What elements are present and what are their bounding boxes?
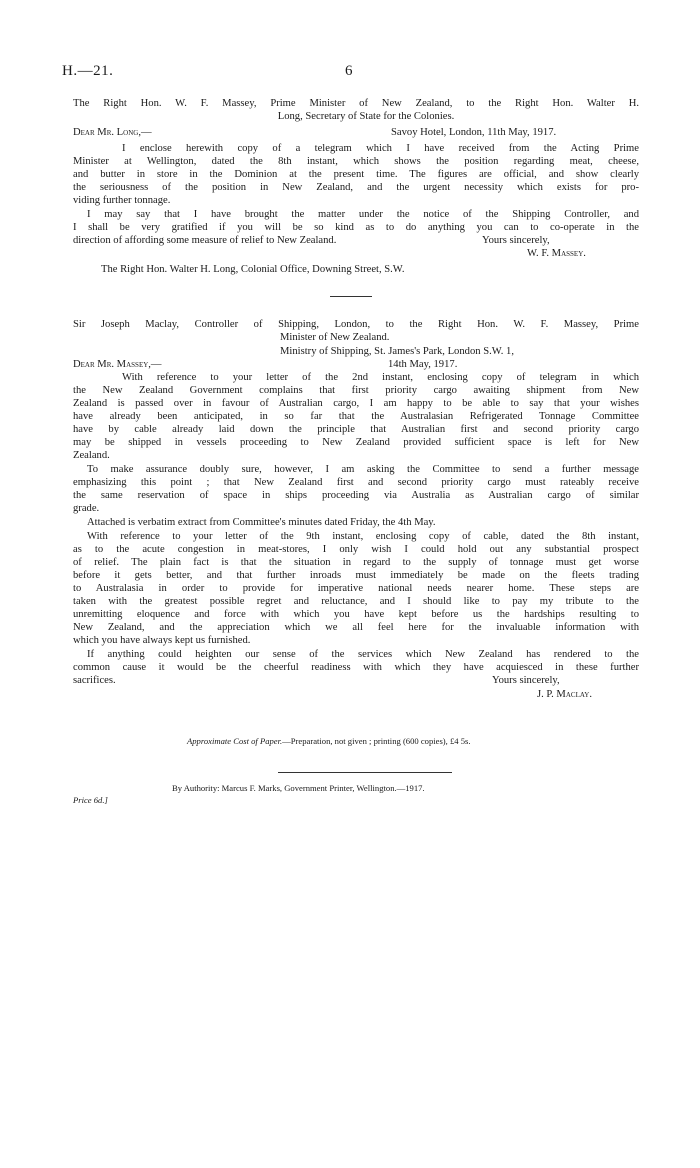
cost-note-label: Approximate Cost of Paper. <box>187 736 283 746</box>
signature: J. P. Maclay. <box>537 689 592 700</box>
document-reference: H.—21. <box>62 63 114 79</box>
body-line: I enclose herewith copy of a telegram which I have received from the Acting Prime <box>122 143 639 154</box>
body-line: New Zealand, and the appreciation which we all feel here for the invaluable information with <box>73 622 639 633</box>
closing: Yours sincerely, <box>482 235 550 246</box>
page-number: 6 <box>345 63 353 79</box>
cost-note-text: —Preparation, not given ; printing (600 copies), £4 5s. <box>282 736 471 746</box>
body-line: taken with the greatest possible regret and reluctance, and I should like to pay my tribute to the <box>73 596 639 607</box>
body-line: With reference to your letter of the 9th instant, enclosing copy of cable, dated the 8th instant, <box>87 531 639 542</box>
body-line: unremitting eloquence and force with which you have kept before us the hardships resulting to <box>73 609 639 620</box>
body-line: sacrifices. <box>73 675 116 686</box>
body-line: and butter in store in the Dominion at the present time. The figures are official, and show clearly <box>73 169 639 180</box>
printer-authority: By Authority: Marcus F. Marks, Government Printer, Wellington.—1917. <box>172 783 425 793</box>
price: Price 6d.] <box>73 795 108 805</box>
body-line: as to the acute congestion in meat-stores, I only wish I could hold out any substantial prospect <box>73 544 639 555</box>
body-line: To make assurance doubly sure, however, I am asking the Committee to send a further message <box>87 464 639 475</box>
recipient-address: The Right Hon. Walter H. Long, Colonial Office, Downing Street, S.W. <box>101 264 405 275</box>
body-line: viding further tonnage. <box>73 195 171 206</box>
letter-heading-line: Minister of New Zealand. <box>280 332 390 343</box>
body-line: Attached is verbatim extract from Committee's minutes dated Friday, the 4th May. <box>87 517 436 528</box>
letter-heading-line: Long, Secretary of State for the Colonies. <box>277 111 455 122</box>
letter-date: 14th May, 1917. <box>388 359 458 370</box>
body-line: Zealand is passed over in favour of Australian cargo, I am happy to be able to say that your wishes <box>73 398 639 409</box>
salutation: Dear Mr. Long,— <box>73 127 152 138</box>
body-line: have by cable already laid down the principle that Australian first and second priority cargo <box>73 424 639 435</box>
cost-note <box>187 735 471 748</box>
body-line: the New Zealand Government complains that first priority cargo awaiting shipment from New <box>73 385 639 396</box>
body-line: have already been anticipated, in so far that the Australasian Refrigerated Tonnage Committee <box>73 411 639 422</box>
signature: W. F. Massey. <box>527 248 586 259</box>
body-line: Zealand. <box>73 450 110 461</box>
address: Ministry of Shipping, St. James's Park, London S.W. 1, <box>280 346 515 357</box>
body-line: grade. <box>73 503 100 514</box>
body-line: of relief. The plain fact is that the situation in regard to the supply of tonnage must get worse <box>73 557 639 568</box>
body-line: to Australasia in order to provide for imperative national needs nearer home. These steps are <box>73 583 639 594</box>
body-line: may be shipped in vessels proceeding to New Zealand provided sufficient space is left for New <box>73 437 639 448</box>
letter-heading-line: The Right Hon. W. F. Massey, Prime Minister of New Zealand, to the Right Hon. Walter H. <box>73 98 639 109</box>
body-line: the same reservation of space in ships proceeding via Australia as Australian cargo of similar <box>73 490 639 501</box>
letter-heading-line: Sir Joseph Maclay, Controller of Shipping, London, to the Right Hon. W. F. Massey, Prime <box>73 319 639 330</box>
body-line: If anything could heighten our sense of the services which New Zealand has rendered to the <box>87 649 639 660</box>
body-line: I shall be very gratified if you will be so kind as to do anything you can to co-operate in the <box>73 222 639 233</box>
address-date: Savoy Hotel, London, 11th May, 1917. <box>391 127 557 138</box>
body-line: before it gets better, and that further inroads must immediately be made on the fleets trading <box>73 570 639 581</box>
body-line: common cause it would be the cheerful readiness with which they have acquiesced in these further <box>73 662 639 673</box>
closing: Yours sincerely, <box>492 675 560 686</box>
footer-rule <box>278 772 452 773</box>
body-line: which you have always kept us furnished. <box>73 635 251 646</box>
section-divider <box>330 296 372 297</box>
body-line: the seriousness of the position in New Zealand, and the urgent necessity which exists for pro- <box>73 182 639 193</box>
salutation: Dear Mr. Massey,— <box>73 359 162 370</box>
body-line: direction of affording some measure of relief to New Zealand. <box>73 235 337 246</box>
body-line: Minister at Wellington, dated the 8th instant, which shows the position regarding meat, cheese, <box>73 156 639 167</box>
body-line: emphasizing this point ; that New Zealand first and second priority cargo must rateably receive <box>73 477 639 488</box>
body-line: I may say that I have brought the matter under the notice of the Shipping Controller, and <box>87 209 639 220</box>
body-line: With reference to your letter of the 2nd instant, enclosing copy of telegram in which <box>122 372 639 383</box>
